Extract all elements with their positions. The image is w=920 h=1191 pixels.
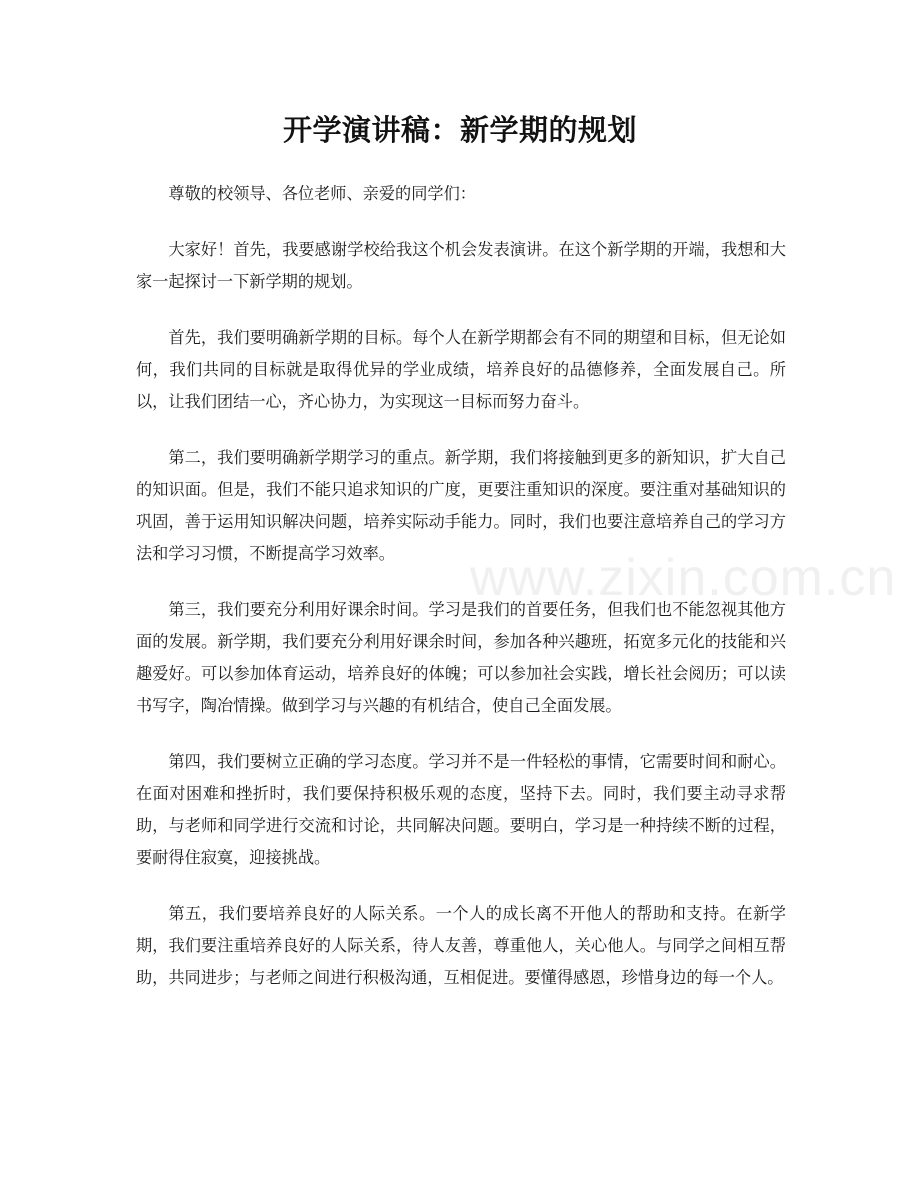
attitude-paragraph: 第四，我们要树立正确的学习态度。学习并不是一件轻松的事情，它需要时间和耐心。在面对困难和挫折时，我们要保持积极乐观的态度，坚持下去。同时，我们要主动寻求帮助，与老师和同学进行交流和讨论，共同解决问题。要明白，学习是一种持续不断的过程，要耐得住寂寞，迎接挑战。 bbox=[136, 752, 786, 867]
salutation-paragraph: 尊敬的校领导、各位老师、亲爱的同学们： bbox=[168, 184, 476, 203]
watermark: www.zixin.com.cn bbox=[470, 549, 897, 607]
document-title: 开学演讲稿：新学期的规划 bbox=[282, 113, 637, 147]
spare-time-paragraph: 第三，我们要充分利用好课余时间。学习是我们的首要任务，但我们也不能忽视其他方面的发展。新学期，我们要充分利用好课余时间，参加各种兴趣班，拓宽多元化的技能和兴趣爱好。可以参加体育运动，培养良好的体魄；可以参加社会实践，增长社会阅历；可以读书写字，陶冶情操。做到学习与兴趣的有机结合，使自己全面发展。 bbox=[136, 600, 786, 715]
study-focus-paragraph: 第二，我们要明确新学期学习的重点。新学期，我们将接触到更多的新知识，扩大自己的知识面。但是，我们不能只追求知识的广度，更要注重知识的深度。要注重对基础知识的巩固，善于运用知识解决问题，培养实际动手能力。同时，我们也要注意培养自己的学习方法和学习习惯，不断提高学习效率。 bbox=[136, 448, 786, 563]
relationships-paragraph: 第五，我们要培养良好的人际关系。一个人的成长离不开他人的帮助和支持。在新学期，我们要注重培养良好的人际关系，待人友善，尊重他人，关心他人。与同学之间相互帮助，共同进步；与老师之间进行积极沟通，互相促进。要懂得感恩，珍惜身边的每一个人。 bbox=[136, 904, 786, 987]
goals-paragraph: 首先，我们要明确新学期的目标。每个人在新学期都会有不同的期望和目标，但无论如何，我们共同的目标就是取得优异的学业成绩，培养良好的品德修养，全面发展自己。所以，让我们团结一心，齐心协力，为实现这一目标而努力奋斗。 bbox=[136, 328, 786, 411]
intro-paragraph: 大家好！首先，我要感谢学校给我这个机会发表演讲。在这个新学期的开端，我想和大家一起探讨一下新学期的规划。 bbox=[136, 240, 786, 291]
